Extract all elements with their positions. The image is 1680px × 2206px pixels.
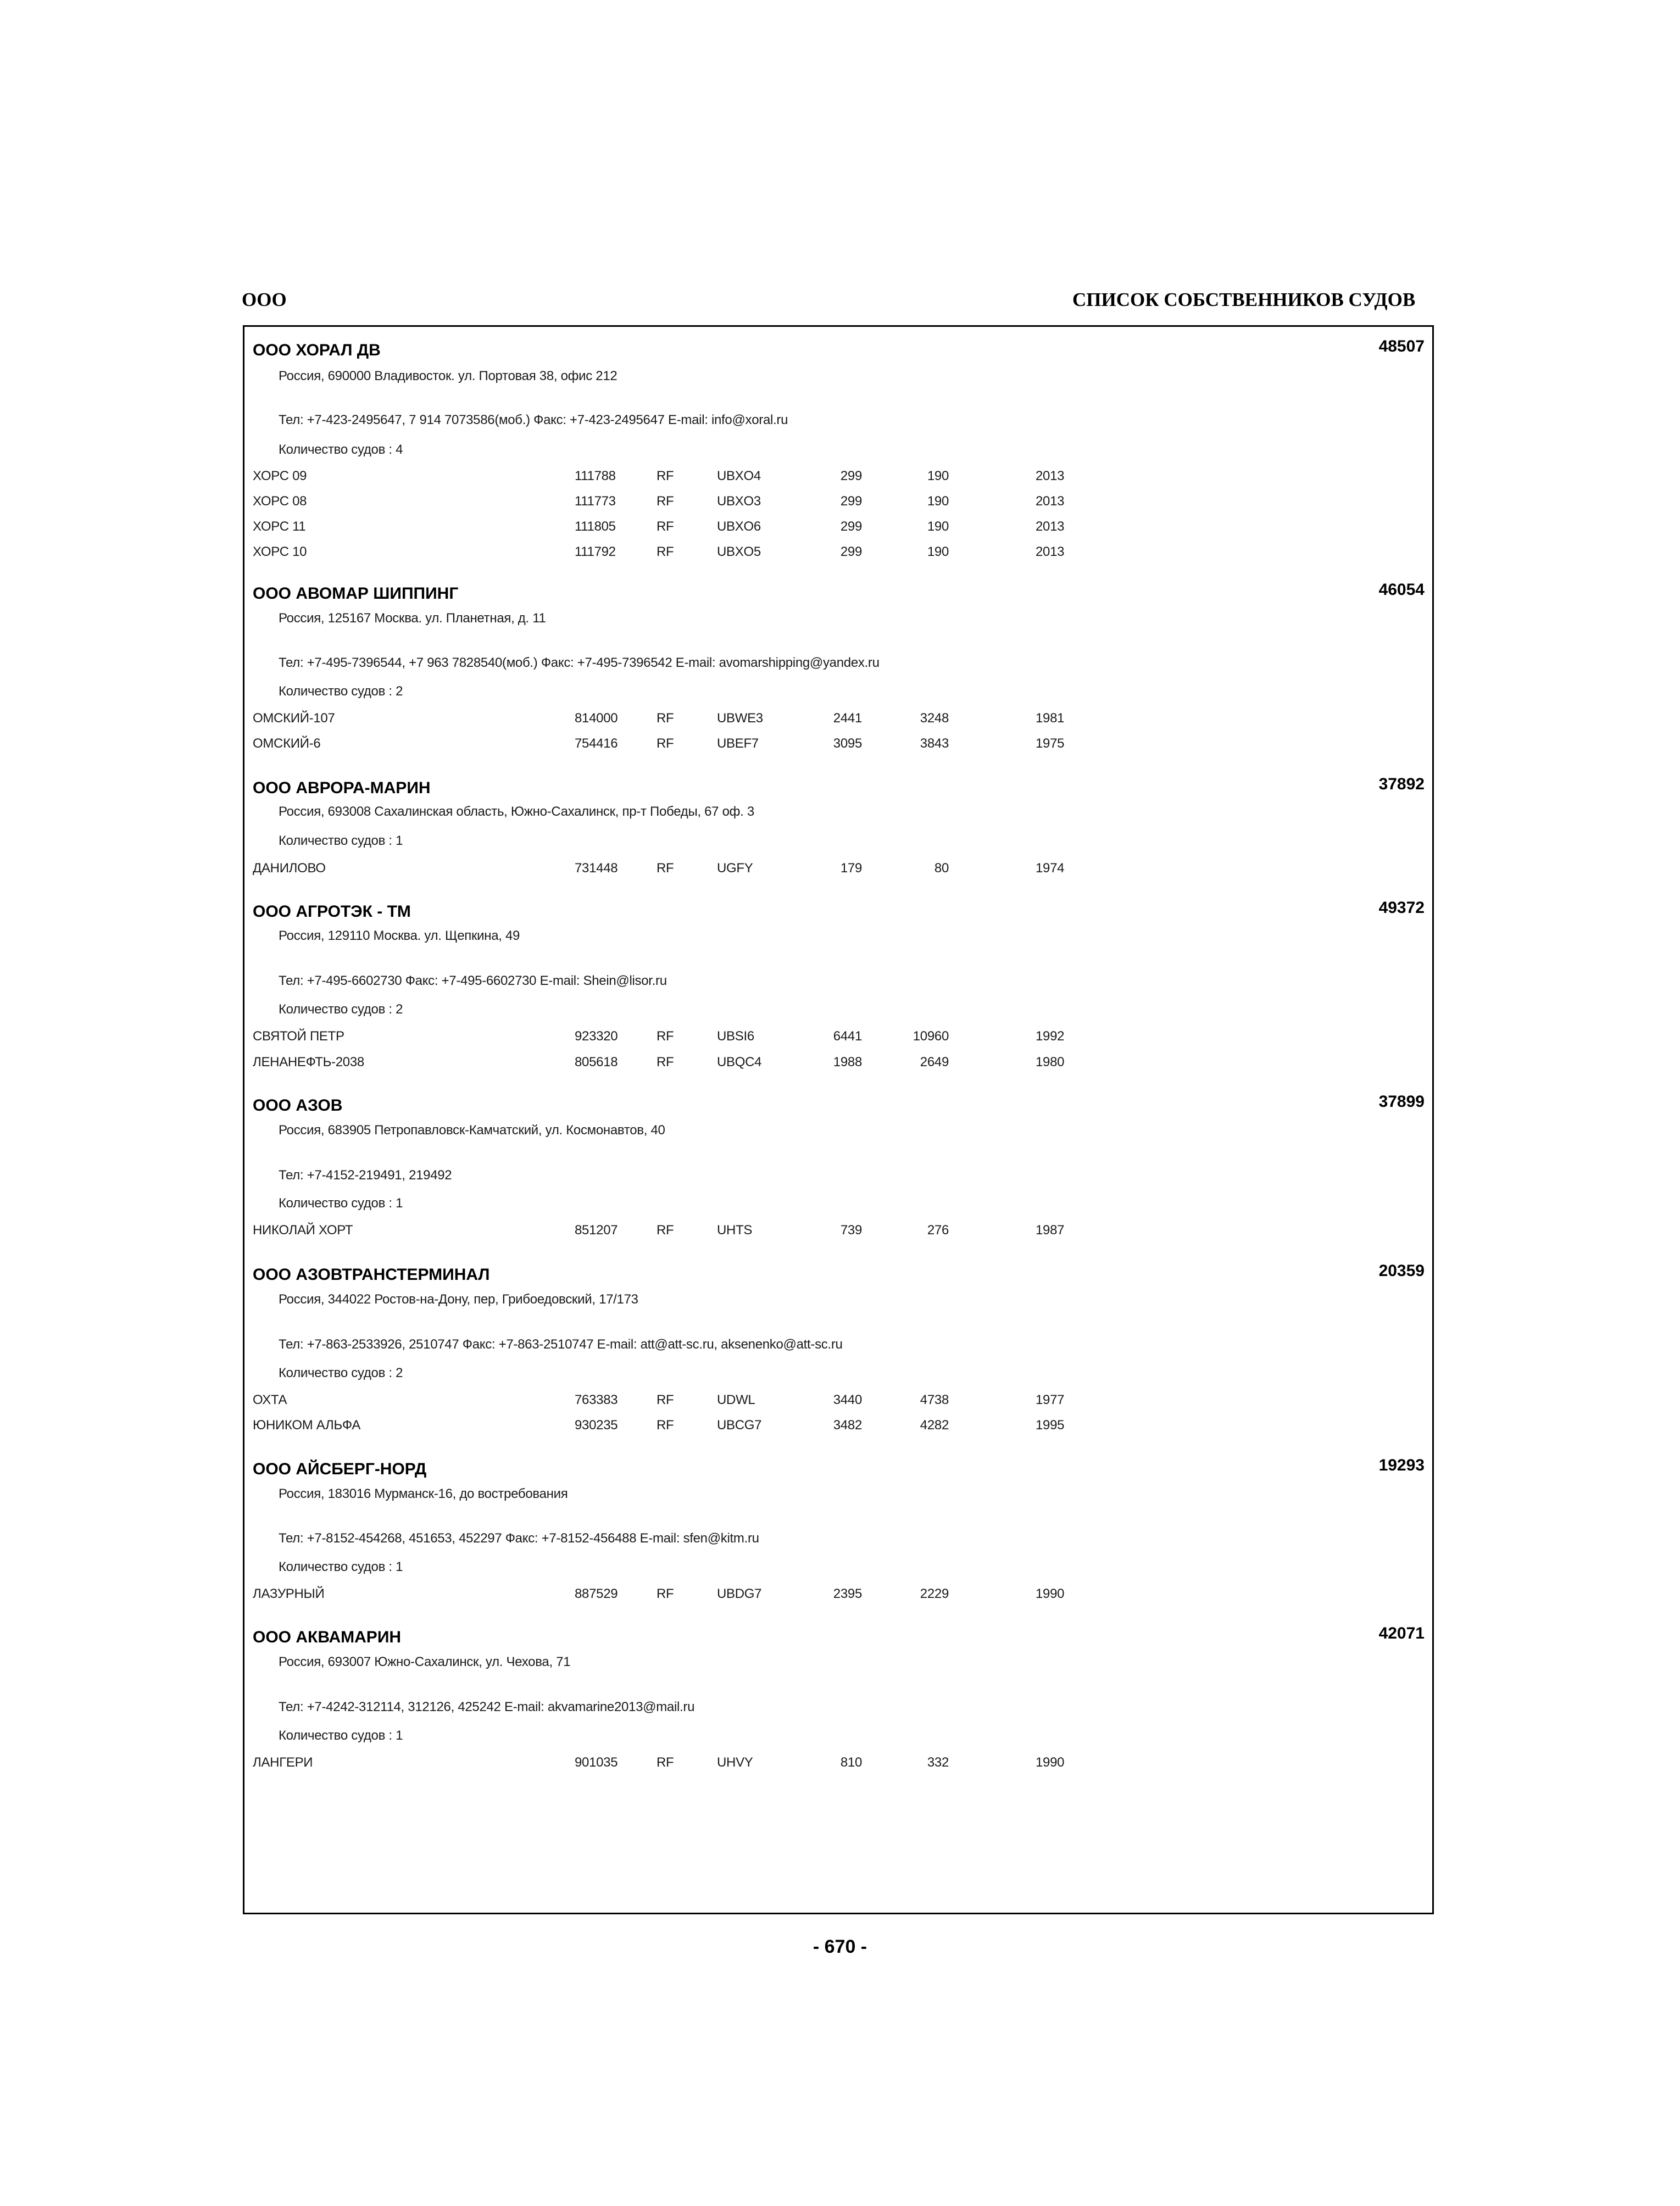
vessel-number: 887529 [575,1586,618,1601]
company-id: 19293 [1378,1456,1425,1474]
vessel-name: ЮНИКОМ АЛЬФА [253,1418,361,1433]
company-id: 46054 [1378,581,1425,599]
vessel-callsign: UBQC4 [717,1055,762,1069]
vessel-name: ХОРС 11 [253,519,306,534]
vessel-value-2: 3248 [920,711,949,726]
vessel-flag: RF [657,1392,674,1407]
company-id: 37892 [1378,775,1425,793]
vessel-value-1: 299 [840,544,862,559]
vessel-name: ОМСКИЙ-107 [253,711,335,726]
vessel-value-2: 190 [927,519,949,534]
vessel-number: 754416 [575,736,618,751]
company-id: 20359 [1378,1262,1425,1280]
vessel-flag: RF [657,1223,674,1238]
vessel-value-1: 6441 [833,1029,862,1044]
company-id: 49372 [1378,899,1425,917]
vessel-value-2: 80 [934,861,949,876]
company-address: Россия, 344022 Ростов-на-Дону, пер, Грибоедовский, 17/173 [279,1292,638,1307]
company-address: Россия, 693008 Сахалинская область, Южно-Сахалинск, пр-т Победы, 67 оф. 3 [279,804,754,819]
vessel-name: ЛАНГЕРИ [253,1755,313,1770]
vessel-value-2: 3843 [920,736,949,751]
vessel-flag: RF [657,1029,674,1044]
company-name: ООО ХОРАЛ ДВ [253,341,381,359]
vessel-number: 111792 [575,544,616,559]
company-name: ООО АВОМАР ШИППИНГ [253,584,459,603]
vessel-row [244,1586,1432,1603]
vessel-name: ЛЕНАНЕФТЬ-2038 [253,1055,364,1069]
vessel-flag: RF [657,861,674,876]
vessel-year: 1977 [1036,1392,1065,1407]
vessel-flag: RF [657,519,674,534]
vessel-count: Количество судов : 1 [279,833,403,848]
vessel-value-1: 299 [840,494,862,509]
vessel-year: 2013 [1036,469,1065,483]
company-address: Россия, 129110 Москва. ул. Щепкина, 49 [279,928,520,943]
vessel-value-2: 332 [927,1755,949,1770]
vessel-callsign: UBXO4 [717,469,761,483]
vessel-value-2: 190 [927,494,949,509]
company-contacts: Тел: +7-4152-219491, 219492 [279,1168,452,1183]
company-name: ООО АЗОВТРАНСТЕРМИНАЛ [253,1266,490,1284]
vessel-flag: RF [657,469,674,483]
vessel-value-2: 2229 [920,1586,949,1601]
page-header-left: ООО [242,289,287,310]
vessel-callsign: UHTS [717,1223,753,1238]
vessel-flag: RF [657,1755,674,1770]
vessel-value-1: 299 [840,519,862,534]
vessel-year: 2013 [1036,519,1065,534]
company-contacts: Тел: +7-495-7396544, +7 963 7828540(моб.) Факс: +7-495-7396542 E-mail: avomarshipping@yandex.ru [279,655,880,670]
company-contacts: Тел: +7-863-2533926, 2510747 Факс: +7-863-2510747 E-mail: att@att-sc.ru, aksenenko@att-sc.ru [279,1337,843,1352]
vessel-name: ОМСКИЙ-6 [253,736,321,751]
vessel-value-1: 739 [840,1223,862,1238]
vessel-flag: RF [657,544,674,559]
vessel-count: Количество судов : 2 [279,1002,403,1017]
vessel-row [244,544,1432,561]
vessel-year: 1975 [1036,736,1065,751]
page-header-right: СПИСОК СОБСТВЕННИКОВ СУДОВ [1072,289,1416,310]
vessel-row [244,861,1432,877]
vessel-number: 901035 [575,1755,618,1770]
vessel-count: Количество судов : 1 [279,1728,403,1743]
vessel-year: 1990 [1036,1586,1065,1601]
vessel-callsign: UBSI6 [717,1029,754,1044]
vessel-value-1: 299 [840,469,862,483]
vessel-name: ХОРС 10 [253,544,307,559]
vessel-flag: RF [657,1418,674,1433]
vessel-number: 923320 [575,1029,618,1044]
company-id: 48507 [1378,337,1425,355]
vessel-callsign: UBCG7 [717,1418,762,1433]
vessel-callsign: UBDG7 [717,1586,762,1601]
vessel-value-1: 2395 [833,1586,862,1601]
vessel-number: 111773 [575,494,616,509]
company-contacts: Тел: +7-4242-312114, 312126, 425242 E-mail: akvamarine2013@mail.ru [279,1700,695,1714]
vessel-value-1: 3482 [833,1418,862,1433]
vessel-row [244,1392,1432,1409]
vessel-row [244,1418,1432,1434]
page-number: - 670 - [813,1936,867,1957]
vessel-value-2: 4738 [920,1392,949,1407]
vessel-name: ОХТА [253,1392,287,1407]
vessel-callsign: UBXO3 [717,494,761,509]
vessel-callsign: UHVY [717,1755,753,1770]
vessel-number: 930235 [575,1418,618,1433]
vessel-name: СВЯТОЙ ПЕТР [253,1029,344,1044]
vessel-value-2: 2649 [920,1055,949,1069]
company-address: Россия, 183016 Мурманск-16, до востребования [279,1486,568,1501]
vessel-value-2: 4282 [920,1418,949,1433]
company-contacts: Тел: +7-8152-454268, 451653, 452297 Факс: +7-8152-456488 E-mail: sfen@kitm.ru [279,1531,759,1546]
vessel-flag: RF [657,736,674,751]
vessel-callsign: UBXO6 [717,519,761,534]
vessel-year: 1987 [1036,1223,1065,1238]
company-address: Россия, 693007 Южно-Сахалинск, ул. Чехова, 71 [279,1654,571,1669]
vessel-count: Количество судов : 4 [279,442,403,457]
owners-list-frame [243,325,1434,1914]
vessel-callsign: UDWL [717,1392,755,1407]
vessel-row [244,469,1432,485]
vessel-value-1: 810 [840,1755,862,1770]
vessel-number: 851207 [575,1223,618,1238]
company-contacts: Тел: +7-495-6602730 Факс: +7-495-6602730 E-mail: Shein@lisor.ru [279,973,667,988]
vessel-number: 814000 [575,711,618,726]
vessel-callsign: UGFY [717,861,753,876]
vessel-number: 763383 [575,1392,618,1407]
company-address: Россия, 690000 Владивосток. ул. Портовая 38, офис 212 [279,369,618,383]
vessel-row [244,494,1432,510]
vessel-year: 2013 [1036,494,1065,509]
vessel-number: 111805 [575,519,616,534]
company-address: Россия, 125167 Москва. ул. Планетная, д. 11 [279,611,546,626]
company-name: ООО АКВАМАРИН [253,1628,402,1646]
vessel-name: ЛАЗУРНЫЙ [253,1586,325,1601]
vessel-callsign: UBEF7 [717,736,759,751]
vessel-value-2: 190 [927,469,949,483]
vessel-year: 1981 [1036,711,1065,726]
vessel-name: ДАНИЛОВО [253,861,326,876]
company-id: 42071 [1378,1624,1425,1642]
company-name: ООО АЗОВ [253,1096,343,1115]
vessel-count: Количество судов : 2 [279,1366,403,1380]
vessel-count: Количество судов : 1 [279,1196,403,1211]
vessel-value-1: 3440 [833,1392,862,1407]
vessel-value-1: 3095 [833,736,862,751]
vessel-row [244,736,1432,753]
company-name: ООО АВРОРА-МАРИН [253,779,431,797]
vessel-flag: RF [657,1055,674,1069]
vessel-year: 1995 [1036,1418,1065,1433]
vessel-year: 1980 [1036,1055,1065,1069]
vessel-row [244,1755,1432,1772]
vessel-value-1: 1988 [833,1055,862,1069]
vessel-number: 731448 [575,861,618,876]
vessel-value-2: 276 [927,1223,949,1238]
vessel-row [244,519,1432,536]
company-address: Россия, 683905 Петропавловск-Камчатский, ул. Космонавтов, 40 [279,1123,665,1138]
vessel-row [244,711,1432,727]
vessel-name: ХОРС 08 [253,494,307,509]
vessel-name: НИКОЛАЙ ХОРТ [253,1223,353,1238]
vessel-year: 2013 [1036,544,1065,559]
vessel-value-1: 2441 [833,711,862,726]
vessel-name: ХОРС 09 [253,469,307,483]
vessel-year: 1990 [1036,1755,1065,1770]
vessel-value-2: 190 [927,544,949,559]
vessel-flag: RF [657,494,674,509]
company-name: ООО АЙСБЕРГ-НОРД [253,1460,427,1478]
vessel-row [244,1029,1432,1045]
company-name: ООО АГРОТЭК - ТМ [253,903,411,921]
vessel-value-1: 179 [840,861,862,876]
vessel-row [244,1223,1432,1239]
company-id: 37899 [1378,1093,1425,1111]
vessel-count: Количество судов : 2 [279,684,403,699]
vessel-flag: RF [657,1586,674,1601]
vessel-flag: RF [657,711,674,726]
company-contacts: Тел: +7-423-2495647, 7 914 7073586(моб.) Факс: +7-423-2495647 E-mail: info@xoral.ru [279,413,788,427]
vessel-year: 1992 [1036,1029,1065,1044]
vessel-row [244,1055,1432,1071]
vessel-callsign: UBXO5 [717,544,761,559]
vessel-count: Количество судов : 1 [279,1559,403,1574]
vessel-callsign: UBWE3 [717,711,763,726]
vessel-number: 805618 [575,1055,618,1069]
vessel-value-2: 10960 [913,1029,949,1044]
vessel-number: 111788 [575,469,616,483]
vessel-year: 1974 [1036,861,1065,876]
